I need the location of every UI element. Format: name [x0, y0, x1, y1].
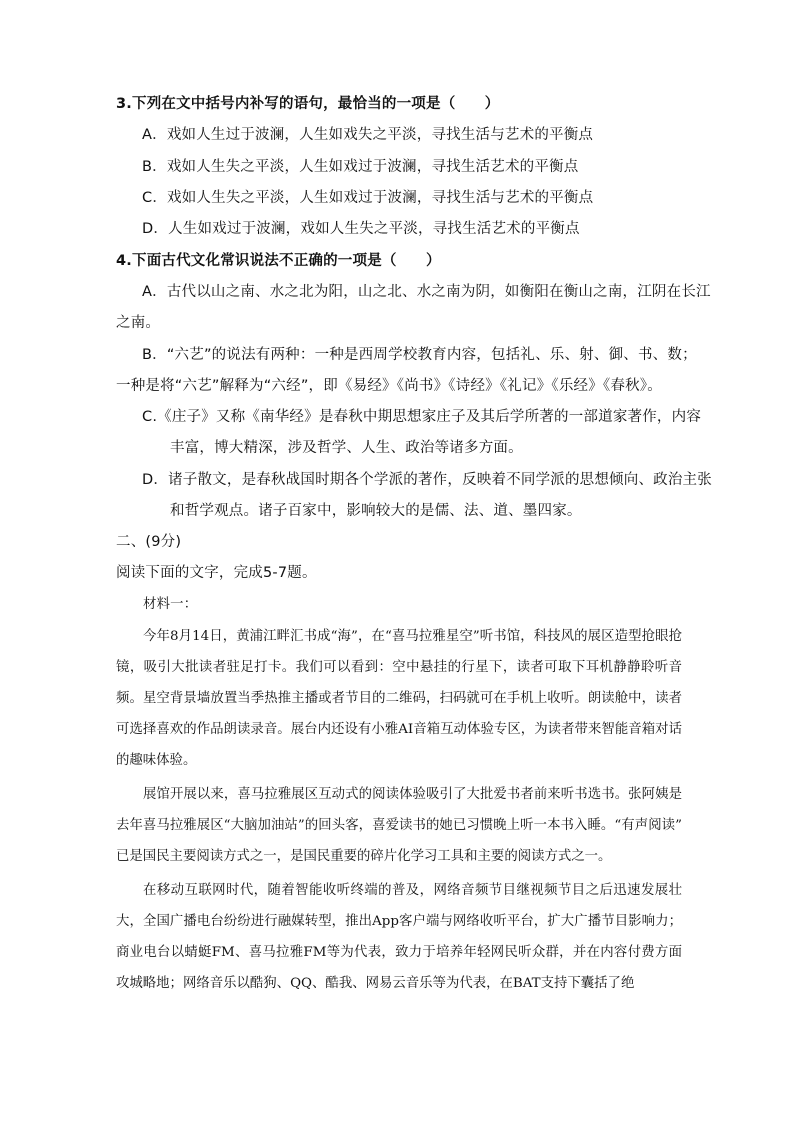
question-4-option-a-line1: A．古代以山之南、水之北为阳，山之北、水之南为阴，如衡阳在衡山之南，江阴在长江	[142, 284, 711, 300]
question-4-option-b-line1: B．“六艺”的说法有两种：一种是西周学校教育内容，包括礼、乐、射、御、书、数；	[142, 347, 697, 363]
reading-instruction: 阅读下面的文字，完成5-7题。	[116, 565, 317, 581]
question-3-option-c: C．戏如人生失之平淡，人生如戏过于波澜，寻找生活与艺术的平衡点	[142, 190, 594, 206]
question-3-option-b: B．戏如人生失之平淡，人生如戏过于波澜，寻找生活艺术的平衡点	[142, 159, 579, 175]
question-4-option-a-line2: 之南。	[116, 315, 161, 331]
section-heading: 二、(9分)	[116, 534, 182, 550]
question-4-option-c-line2: 丰富，博大精深，涉及哲学、人生、政治等诸多方面。	[170, 440, 523, 456]
material-body	[116, 621, 682, 999]
question-3-option-a: A．戏如人生过于波澜，人生如戏失之平淡，寻找生活与艺术的平衡点	[142, 127, 594, 143]
question-4-option-c-line1: C.《庄子》又称《南华经》是春秋中期思想家庄子及其后学所著的一部道家著作，内容	[142, 409, 702, 425]
question-3-stem: 3.下列在文中括号内补写的语句，最恰当的一项是（ ）	[116, 96, 500, 112]
material-paragraph-3: 在移动互联网时代，随着智能收听终端的普及，网络音频节目继视频节目之后迅速发展壮大，全国广播电台纷纷进行融媒转型，推出App客户端与网络收听平台，扩大广播节目影响力；商业电台以蜻蜓FM、喜马拉雅FM等为代表，致力于培养年轻网民听众群，并在内容付费方面攻城略地；网络音乐以酷狗、QQ、酷我、网易云音乐等为代表，在BAT支持下囊括了绝	[116, 883, 682, 991]
material-paragraph-1: 今年8月14日，黄浦江畔汇书成“海”，在“喜马拉雅星空”听书馆，科技风的展区造型抢眼抢镜，吸引大批读者驻足打卡。我们可以看到：空中悬挂的行星下，读者可取下耳机静静聆听音频。星空背景墙放置当季热推主播或者节目的二维码，扫码就可在手机上收听。朗读舱中，读者可选择喜欢的作品朗读录音。展台内还设有小雅AI音箱互动体验专区，为读者带来智能音箱对话的趣味体验。	[116, 629, 682, 768]
question-4-option-b-line2: 一种是将“六艺”解释为“六经”，即《易经》《尚书》《诗经》《礼记》《乐经》《春秋》。	[116, 378, 662, 394]
question-4-option-d-line2: 和哲学观点。诸子百家中，影响较大的是儒、法、道、墨四家。	[170, 503, 582, 519]
material-label: 材料一：	[143, 597, 198, 612]
question-4-option-d-line1: D．诸子散文，是春秋战国时期各个学派的著作，反映着不同学派的思想倾向、政治主张	[142, 472, 712, 488]
material-paragraph-2: 展馆开展以来，喜马拉雅展区互动式的阅读体验吸引了大批爱书者前来听书选书。张阿姨是去年喜马拉雅展区“大脑加油站”的回头客，喜爱读书的她已习惯晚上听一本书入睡。“有声阅读” 已是国民主要阅读方式之一，是国民重要的碎片化学习工具和主要的阅读方式之一。	[116, 787, 682, 864]
question-4-stem: 4.下面古代文化常识说法不正确的一项是（ ）	[116, 253, 441, 269]
question-3-option-d: D．人生如戏过于波澜，戏如人生失之平淡，寻找生活艺术的平衡点	[142, 221, 580, 237]
